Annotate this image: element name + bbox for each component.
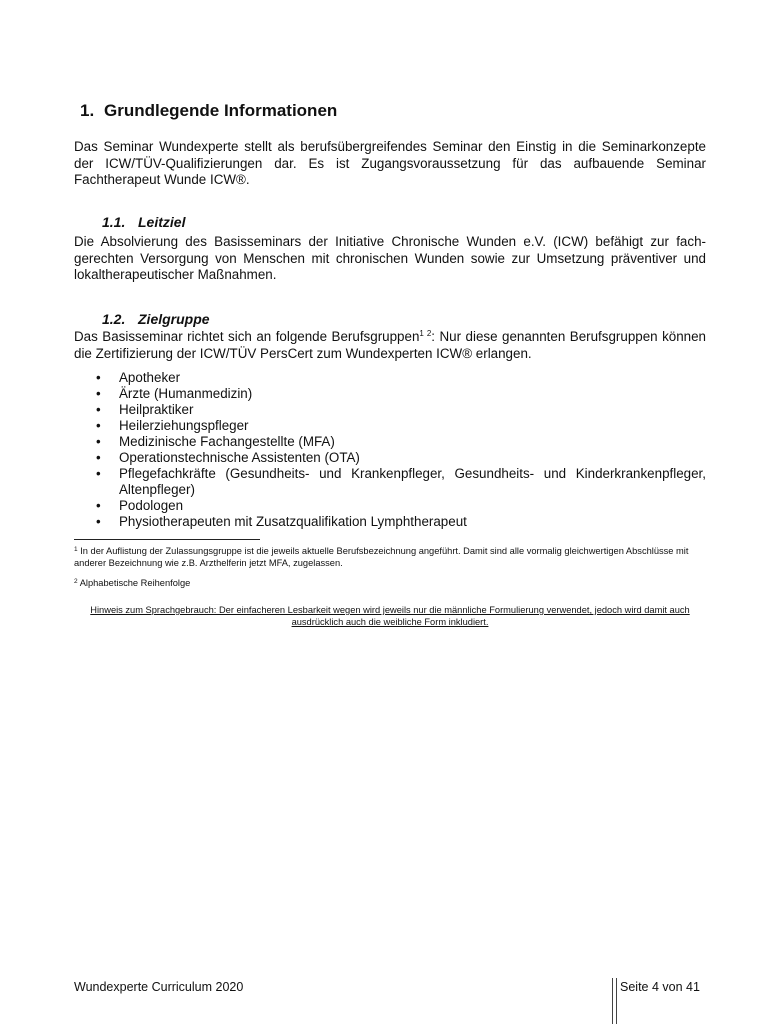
language-usage-note: Hinweis zum Sprachgebrauch: Der einfacheren Lesbarkeit wegen wird jeweils nur die männliche Formulierung verwendet, jedoch wird damit auch ausdrücklich auch die weibliche Form inkludiert.	[90, 605, 690, 627]
list-item-text: Heilpraktiker	[119, 402, 194, 417]
bullet-icon: •	[96, 370, 101, 385]
list-item-text: Heilerziehungspfleger	[119, 418, 249, 433]
list-item	[96, 402, 706, 418]
list-item-text: Pflegefachkräfte (Gesundheits- und Krankenpfleger, Gesundheits- und Kinderkrankenpfleger, Altenpfleger)	[119, 466, 706, 497]
bullet-icon: •	[96, 386, 101, 401]
list-item-text: Ärzte (Humanmedizin)	[119, 386, 253, 401]
list-item	[96, 386, 706, 402]
section-1-2-title: Zielgruppe	[138, 311, 210, 327]
list-item	[96, 450, 706, 466]
section-1-2-paragraph-part1: Das Basisseminar richtet sich an folgende Berufsgruppen	[74, 329, 420, 344]
section-1-heading	[80, 101, 337, 121]
list-item	[96, 434, 706, 450]
section-1-2-heading	[102, 311, 210, 327]
bullet-icon: •	[96, 514, 101, 529]
footer-document-title: Wundexperte Curriculum 2020	[74, 980, 244, 994]
bullet-icon: •	[96, 450, 101, 465]
footnote-2-mark: 2	[74, 578, 78, 585]
target-group-list	[96, 370, 706, 530]
section-1-2-paragraph	[74, 329, 706, 362]
list-item	[96, 370, 706, 386]
list-item	[96, 466, 706, 498]
footnote-references: 1 2	[419, 329, 432, 338]
section-1-1-heading	[102, 214, 185, 230]
section-1-number: 1.	[80, 101, 95, 120]
list-item-text: Podologen	[119, 498, 184, 513]
bullet-icon: •	[96, 498, 101, 513]
footnote-separator	[74, 539, 260, 540]
list-item-text: Apotheker	[119, 370, 181, 385]
bullet-icon: •	[96, 466, 101, 481]
list-item	[96, 498, 706, 514]
list-item-text: Medizinische Fachangestellte (MFA)	[119, 434, 335, 449]
footnote-1-text: In der Auflistung der Zulassungsgruppe ist die jeweils aktuelle Berufsbezeichnung angeführt. Damit sind alle vormalig gleichwertigen Abschlüsse mit anderer Bezeichnung wie z.B. Arzthelferin jetzt MFA, zugelassen.	[74, 546, 689, 568]
list-item	[96, 514, 706, 530]
section-1-2-number: 1.2.	[102, 311, 126, 327]
section-1-paragraph: Das Seminar Wundexperte stellt als berufsübergreifendes Seminar den Einstig in die Seminarkonzepte der ICW/TÜV-Qualifizierungen dar. Es ist Zugangsvoraussetzung für das aufbauende Seminar Fachtherapeut Wunde ICW®.	[74, 139, 706, 187]
section-1-title: Grundlegende Informationen	[104, 101, 338, 120]
bullet-icon: •	[96, 418, 101, 433]
section-1-1-number: 1.1.	[102, 214, 126, 230]
footnote-1	[74, 546, 704, 569]
list-item-text: Operationstechnische Assistenten (OTA)	[119, 450, 360, 465]
list-item	[96, 418, 706, 434]
footer-page-number: Seite 4 von 41	[620, 980, 700, 994]
footer-divider	[612, 978, 617, 1024]
footnote-1-mark: 1	[74, 546, 78, 553]
footnote-2-text: Alphabetische Reihenfolge	[77, 578, 191, 588]
list-item-text: Physiotherapeuten mit Zusatzqualifikation Lymphtherapeut	[119, 514, 467, 529]
footnote-2	[74, 578, 704, 590]
section-1-1-title: Leitziel	[138, 214, 186, 230]
section-1-2-paragraph-part2: : Nur diese genannten Berufsgruppen können die Zertifizierung der ICW/TÜV PersCert zum Wundexperten ICW® erlangen.	[74, 329, 707, 361]
bullet-icon: •	[96, 402, 101, 417]
bullet-icon: •	[96, 434, 101, 449]
section-1-1-paragraph: Die Absolvierung des Basisseminars der Initiative Chronische Wunden e.V. (ICW) befähigt zur fachgerechten Versorgung von Menschen mit chronischen Wunden sowie zur Umsetzung präventiver und lokaltherapeutischer Maßnahmen.	[74, 234, 706, 282]
